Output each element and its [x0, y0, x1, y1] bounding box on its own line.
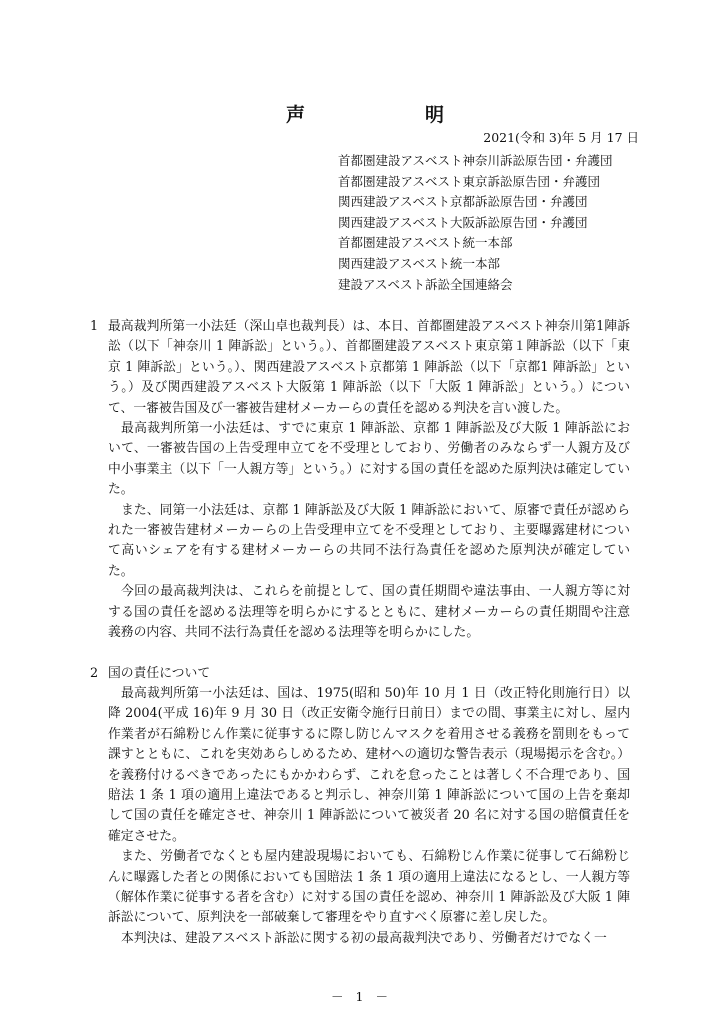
signatory: 関西建設アスベスト大阪訴訟原告団・弁護団	[338, 214, 588, 230]
signatory-list	[338, 151, 658, 295]
document-title	[286, 100, 446, 127]
title-char-1: 声	[286, 104, 308, 126]
section-1-paragraph-1	[90, 317, 630, 419]
section-2-paragraph-3: 本判決は、建設アスベスト訴訟に関する初の最高裁判決であり、労働者だけでなく一	[121, 930, 607, 946]
page-number: － 1 －	[331, 989, 392, 1004]
signatory: 関西建設アスベスト京都訴訟原告団・弁護団	[338, 194, 588, 210]
signatory: 首都圏建設アスベスト統一本部	[338, 235, 513, 251]
section-1-paragraph-2: 最高裁判所第一小法廷は、すでに東京 1 陣訴訟、京都 1 陣訴訟及び大阪 1 陣訴訟において、一審被告国の上告受理申立てを不受理としており、労働者のみならず一人親方及び中小事業主（以下「一人親方等」という。）に対する国の責任を認めた原判決は確定していた。	[108, 421, 630, 498]
signatory: 関西建設アスベスト統一本部	[338, 255, 501, 271]
section-number: 2	[90, 665, 99, 681]
signatory: 建設アスベスト訴訟全国連絡会	[338, 276, 513, 292]
document-date: 2021(令和 3)年 5 月 17 日	[483, 130, 639, 145]
section-2-heading	[90, 664, 630, 684]
signatory: 首都圏建設アスベスト神奈川訴訟原告団・弁護団	[338, 153, 613, 168]
paragraph-text: 最高裁判所第一小法廷（深山卓也裁判長）は、本日、首都圏建設アスベスト神奈川第1陣訴訟（以下「神奈川 1 陣訴訟」という。）、首都圏建設アスベスト東京第１陣訴訟（以下「東京 1 陣訴訟」という。）、関西建設アスベスト京都第 1 陣訴訟（以下「京都1 陣訴訟」という。）及び関西建設アスベスト大阪第 1 陣訴訟（以下「大阪 1 陣訴訟」という。）について、一審被告国及び一審被告建材メーカーらの責任を認める判決を言い渡した。	[108, 319, 630, 416]
signatory: 首都圏建設アスベスト東京訴訟原告団・弁護団	[338, 173, 601, 189]
section-1-paragraph-3: また、同第一小法廷は、京都 1 陣訴訟及び大阪 1 陣訴訟において、原審で責任が認められた一審被告建材メーカーらの上告受理申立てを不受理としており、主要曝露建材について高いシェアを有する建材メーカーらの共同不法行為責任を認めた原判決が確定していた。	[108, 502, 630, 579]
section-number: 1	[90, 319, 99, 334]
section-2-paragraph-2: また、労働者でなくとも屋内建設現場においても、石綿粉じん作業に従事して石綿粉じんに曝露した者との関係においても国賠法 1 条 1 項の適用上違法になるとし、一人親方等（解体作業に従事する者を含む）に対する国の責任を認め、神奈川 1 陣訴訟及び大阪 1 陣訴訟について、原判決を一部破棄して審理をやり直すべく原審に差し戻した。	[108, 849, 630, 926]
title-char-2: 明	[424, 104, 446, 126]
section-2	[90, 664, 630, 950]
section-2-paragraph-1: 最高裁判所第一小法廷は、国は、1975(昭和 50)年 10 月 1 日（改正特化則施行日）以降 2004(平成 16)年 9 月 30 日（改正安衛令施行日前日）までの間、事業主に対し、屋内作業者が石綿粉じん作業に従事するに際し防じんマスクを着用させる義務を罰則をもって課すとともに、これを実効あらしめるため、建材への適切な警告表示（現場掲示を含む。）を義務付けるべきであったにもかかわらず、これを怠ったことは著しく不合理であり、国賠法 1 条 1 項の適用上違法であると判示し、神奈川第 1 陣訴訟について国の上告を棄却して国の責任を確定させ、神奈川 1 陣訴訟について被災者 20 名に対する国の賠償責任を確定させた。	[108, 685, 630, 844]
document-body	[90, 317, 630, 949]
section-heading-text: 国の責任について	[108, 665, 211, 681]
section-1-paragraph-4: 今回の最高裁判決は、これらを前提として、国の責任期間や違法事由、一人親方等に対する国の責任を認める法理等を明らかにするとともに、建材メーカーらの責任期間や注意義務の内容、共同不法行為責任を認める法理等を明らかにした。	[108, 584, 630, 641]
section-1	[90, 317, 630, 644]
